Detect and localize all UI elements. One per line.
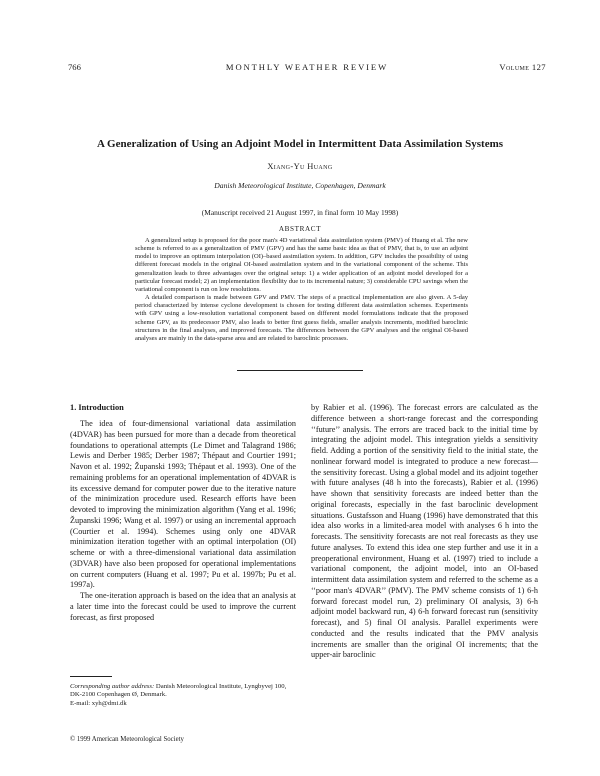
section-divider bbox=[237, 370, 363, 371]
abstract-heading: ABSTRACT bbox=[278, 225, 322, 233]
journal-name: MONTHLY WEATHER REVIEW bbox=[225, 62, 389, 72]
abstract-paragraph: A detailed comparison is made between GPV and PMV. The steps of a practical implementation are also given. A 5-day period characterized by intense cyclone development is chosen for testing different data assimilation schemes. Experiments with GPV using a low-resolution variational component based on different model formulations indicate that the proposed scheme GPV, as its predecessor PMV, also leads to better first guess fields, smaller analysis increments, modified baroclinic structures in the final analyses, and improved forecasts. The differences between the GPV analyses and the original OI-based analyses are mainly in the data-sparse area and are related to baroclinic processes. bbox=[135, 294, 468, 342]
body-paragraph: by Rabier et al. (1996). The forecast errors are calculated as the difference between a short-range forecast and the corresponding ‘‘future’’ analysis. The errors are traced back to the initial time by integrating the adjoint model. This integration yields a sensitivity field. Adding a portion of the sensitivity field to the initial state, the nonlinear forward model is integrated to produce a new forecast—the sensitivity forecast. Using a global model and its adjoint together with future analyses (48 h into the forecasts), Rabier et al. (1996) have shown that sensitivity forecasts are indeed better than the original forecasts, especially in the fast baroclinic development situations. Gustafsson and Huang (1996) have demonstrated that this idea also works in a limited-area model with analyses 6 h into the forecasts. The sensitivity forecasts are not real forecasts as they use future analyses. To extend this idea one step further and use it in a preoperational environment, Huang et al. (1997) tried to include a variational component, the adjoint model, into an OI-based intermittent data assimilation system and referred to the scheme as a ‘‘poor man's 4DVAR’’ (PMV). The PMV scheme consists of 1) 6-h forward forecast model run, 2) preliminary OI analysis, 3) 6-h adjoint model backward run, 4) 6-h forward forecast run (sensitivity forecast), and 5) final OI analysis. Parallel experiments were conducted and the results indicated that the PMV analysis increments are smaller than the original OI increments; that the upper-air baroclinic bbox=[311, 403, 538, 660]
body-paragraph: The idea of four-dimensional variational data assimilation (4DVAR) has been pursued for more than a decade from theoretical foundations to operational attempts (Le Dimet and Talagrand 1986; Lewis and Derber 1985; Derber 1987; Thépaut and Courtier 1991; Navon et al. 1992; Županski 1993; Thépaut et al. 1993). One of the remaining problems for an operational implementation of 4DVAR is its excessive demand for computer power due to the iterative nature of the minimization procedure used. Research efforts have been devoted to improving the minimization algorithm (Yang et al. 1996; Županski 1996; Wang et al. 1997) or using an incremental approach (Courtier et al. 1994). Schemes using only one 4DVAR minimization iteration together with an optimal interpolation (OI) scheme or with a three-dimensional variational data assimilation (3DVAR) have also been proposed for operational implementations on current computers (Huang et al. 1997; Pu et al. 1997b; Pu et al. 1997a). bbox=[70, 419, 296, 590]
author-affiliation: Danish Meteorological Institute, Copenhagen, Denmark bbox=[214, 181, 386, 190]
footnote-label: Corresponding author address: bbox=[70, 683, 155, 690]
body-paragraph: The one-iteration approach is based on the idea that an analysis at a later time into the forecast could be used to improve the current forecast, as first proposed bbox=[70, 591, 296, 622]
section-heading: 1. Introduction bbox=[70, 403, 124, 412]
running-header bbox=[68, 62, 546, 74]
author-name: Xiang-Yu Huang bbox=[267, 162, 333, 171]
abstract-body bbox=[135, 237, 468, 343]
page-number: 766 bbox=[68, 62, 81, 72]
footnote-email: E-mail: xyh@dmi.dk bbox=[70, 699, 127, 707]
manuscript-dates: (Manuscript received 21 August 1997, in final form 10 May 1998) bbox=[201, 208, 399, 217]
volume-label: Volume 127 bbox=[499, 62, 546, 72]
right-column bbox=[311, 403, 538, 661]
left-column bbox=[70, 419, 296, 623]
paper-title: A Generalization of Using an Adjoint Model in Intermittent Data Assimilation Systems bbox=[96, 138, 504, 150]
copyright-notice: © 1999 American Meteorological Society bbox=[70, 736, 184, 743]
footnote-text: Danish Meteorological Institute, Lyngbyvej 100, DK-2100 Copenhagen Ø, Denmark. bbox=[70, 683, 287, 699]
footnote-divider bbox=[70, 676, 112, 677]
footnote-address bbox=[70, 683, 296, 700]
abstract-paragraph: A generalized setup is proposed for the poor man's 4D variational data assimilation system (PMV) of Huang et al. The new scheme is referred to as a generalization of PMV (GPV) and has the same basic idea as that of PMV, that is, to use an adjoint model to improve an optimum interpolation (OI)–based assimilation system. In addition, GPV includes the possibility of using different forecast models in the original OI-based assimilation system and in the variational component of the scheme. This generalization leads to three advantages over the original setup: 1) a wider application of an adjoint model developed for a particular forecast model; 2) an implementation flexibility due to its incremental nature; 3) considerable CPU savings when the variational component is run on low resolutions. bbox=[135, 237, 468, 293]
footnote bbox=[70, 683, 296, 708]
